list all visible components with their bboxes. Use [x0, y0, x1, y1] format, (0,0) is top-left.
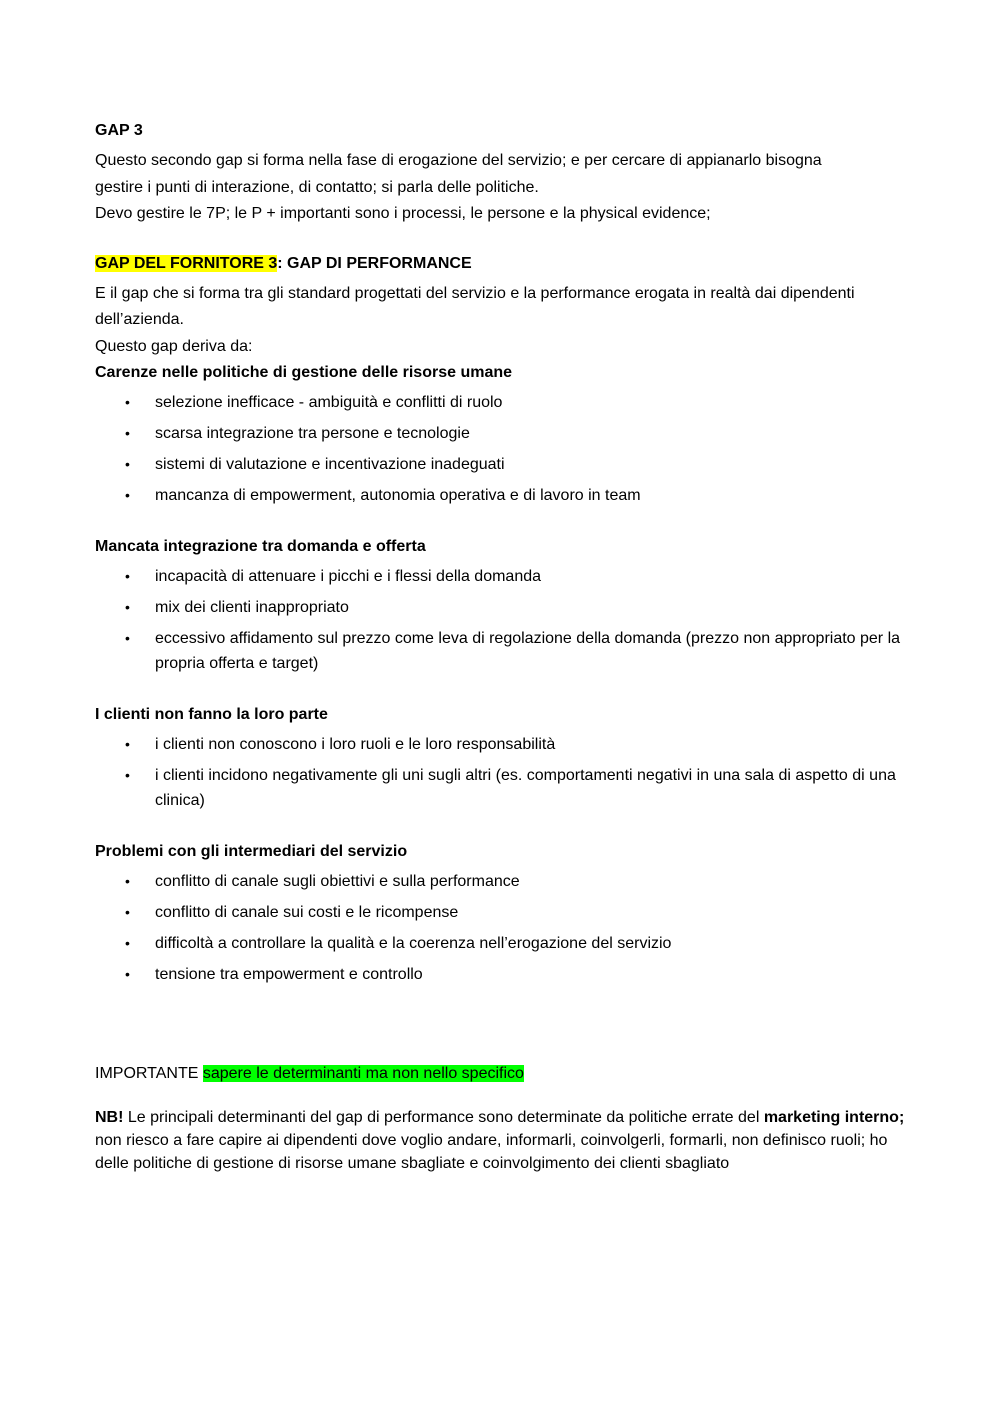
gap3-line-1: Questo secondo gap si forma nella fase di erogazione del servizio; e per cercare di appianarlo bisogna	[95, 152, 822, 169]
list-item: • sistemi di valutazione e incentivazione inadeguati	[95, 452, 910, 477]
section-heading: Carenze nelle politiche di gestione delle risorse umane	[95, 364, 513, 381]
bullet-icon: •	[125, 935, 130, 951]
list-item: • incapacità di attenuare i picchi e i flessi della domanda	[95, 564, 910, 589]
bullet-icon: •	[125, 630, 130, 646]
list-item: • selezione inefficace - ambiguità e conflitti di ruolo	[95, 390, 910, 415]
importante-note	[95, 1061, 910, 1088]
nb-label: NB!	[95, 1108, 124, 1126]
bullet-icon: •	[125, 767, 130, 783]
list-item: • eccessivo affidamento sul prezzo come leva di regolazione della domanda (prezzo non appropriato per la propria offerta e target)	[95, 626, 910, 676]
bullet-icon: •	[125, 736, 130, 752]
gap3-line-3: Devo gestire le 7P; le P + importanti sono i processi, le persone e la physical evidence;	[95, 205, 711, 222]
bullet-icon: •	[125, 394, 130, 410]
bullet-list	[95, 869, 910, 987]
list-item: • tensione tra empowerment e controllo	[95, 962, 910, 987]
bullet-icon: •	[125, 966, 130, 982]
section-heading: Problemi con gli intermediari del servizio	[95, 843, 408, 860]
bullet-icon: •	[125, 456, 130, 472]
bullet-icon: •	[125, 904, 130, 920]
fornitore-title	[95, 251, 910, 277]
list-item: • difficoltà a controllare la qualità e la coerenza nell’erogazione del servizio	[95, 931, 910, 956]
fornitore-derives: Questo gap deriva da:	[95, 337, 253, 355]
gap3-line-2: gestire i punti di interazione, di contatto; si parla delle politiche.	[95, 178, 539, 196]
nb-paragraph	[95, 1106, 910, 1175]
bullet-icon: •	[125, 487, 130, 503]
bullet-list	[95, 732, 910, 813]
nb-bold: marketing interno;	[763, 1108, 905, 1126]
list-item: • mix dei clienti inappropriato	[95, 595, 910, 620]
gap3-title: GAP 3	[95, 122, 143, 139]
list-item: • mancanza di empowerment, autonomia operativa e di lavoro in team	[95, 483, 910, 508]
bullet-icon: •	[125, 873, 130, 889]
importante-label: IMPORTANTE	[95, 1065, 203, 1082]
section-heading: Mancata integrazione tra domanda e offerta	[95, 538, 426, 555]
bullet-icon: •	[125, 568, 130, 584]
bullet-icon: •	[125, 599, 130, 615]
fornitore-intro-line-1: E il gap che si forma tra gli standard progettati del servizio e la performance erogata in realtà dai dipendenti	[95, 284, 855, 302]
list-item: • conflitto di canale sui costi e le ricompense	[95, 900, 910, 925]
bullet-icon: •	[125, 425, 130, 441]
list-item: • scarsa integrazione tra persone e tecnologie	[95, 421, 910, 446]
list-item: • i clienti non conoscono i loro ruoli e le loro responsabilità	[95, 732, 910, 757]
nb-text-1: Le principali determinanti del gap di performance sono determinate da politiche errate del	[123, 1108, 764, 1126]
fornitore-title-highlight: GAP DEL FORNITORE 3	[95, 254, 278, 272]
fornitore-title-rest: : GAP DI PERFORMANCE	[277, 254, 472, 272]
bullet-list	[95, 564, 910, 676]
document-page	[95, 118, 910, 1175]
fornitore-intro-line-2: dell’azienda.	[95, 311, 184, 328]
importante-highlight: sapere le determinanti ma non nello specifico	[202, 1065, 524, 1082]
section-heading: I clienti non fanno la loro parte	[95, 706, 328, 723]
list-item: • i clienti incidono negativamente gli uni sugli altri (es. comportamenti negativi in una sala di aspetto di una clinica)	[95, 763, 910, 813]
nb-text-2: non riesco a fare capire ai dipendenti dove voglio andare, informarli, coinvolgerli, formarli, non definisco ruoli; ho delle politiche di gestione di risorse umane sbagliate e coinvolgimento dei clienti sbagliato	[95, 1131, 888, 1172]
list-item: • conflitto di canale sugli obiettivi e sulla performance	[95, 869, 910, 894]
bullet-list	[95, 390, 910, 508]
